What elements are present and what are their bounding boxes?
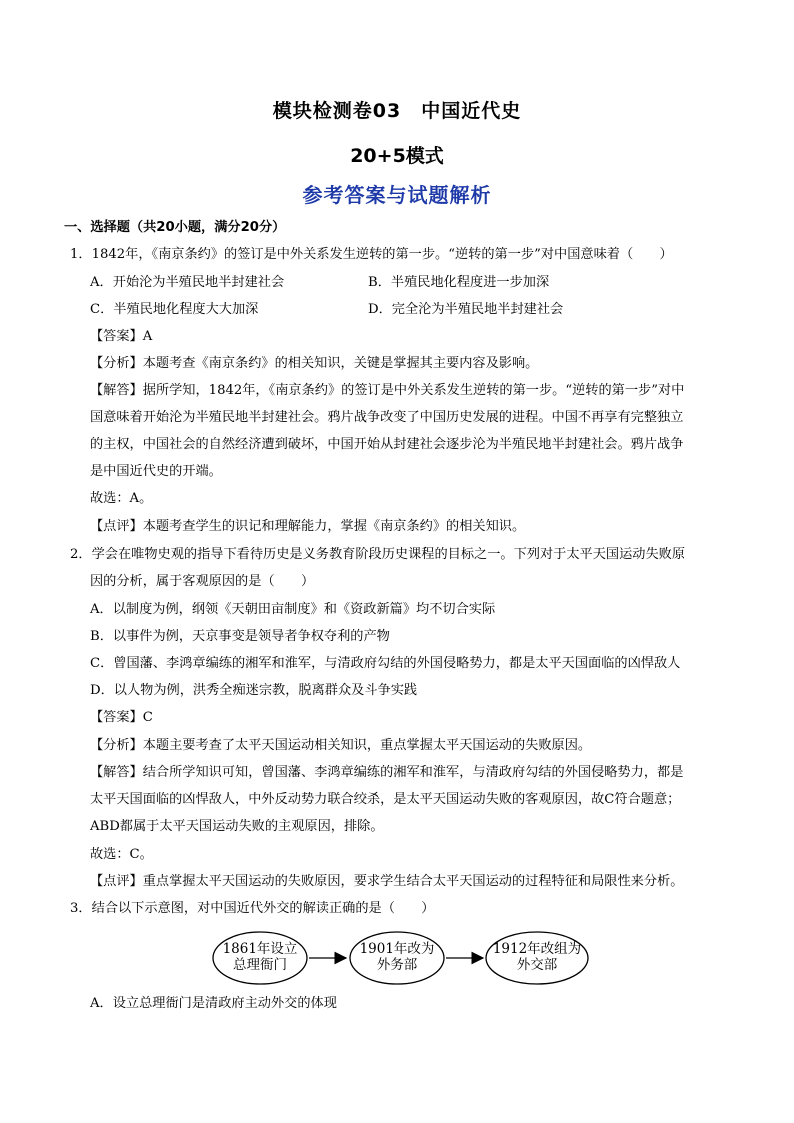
flow-node-1 xyxy=(208,941,312,973)
q1-solution-line: 【解答】据所学知，1842年，《南京条约》的签订是中外关系发生逆转的第一步。“逆转的第一步”对中 xyxy=(90,383,685,398)
page-title: 模块检测卷03 中国近代史 xyxy=(272,100,522,122)
q2-stem-line: 因的分析，属于客观原因的是（ ） xyxy=(90,574,315,589)
q2-analysis: 【分析】本题主要考查了太平天国运动相关知识，重点掌握太平天国运动的失败原因。 xyxy=(90,738,592,753)
q2-option-c: C．曾国藩、李鸿章编练的湘军和淮军，与清政府勾结的外国侵略势力，都是太平天国面临的凶悍敌人 xyxy=(90,656,681,671)
q2-option-a: A．以制度为例，纲领《天朝田亩制度》和《资政新篇》均不切合实际 xyxy=(90,602,496,617)
q1-comment: 【点评】本题考查学生的识记和理解能力，掌握《南京条约》的相关知识。 xyxy=(90,519,526,534)
q2-option-b: B．以事件为例，天京事变是领导者争权夺利的产物 xyxy=(90,629,390,644)
q2-comment: 【点评】重点掌握太平天国运动的失败原因，要求学生结合太平天国运动的过程特征和局限性来分析。 xyxy=(90,874,684,889)
q1-choice: 故选：A。 xyxy=(90,491,153,506)
q3-option-a: A．设立总理衙门是清政府主动外交的体现 xyxy=(90,996,337,1011)
q1-solution-line: 的主权，中国社会的自然经济遭到破坏，中国开始从封建社会逐步沦为半殖民地半封建社会。鸦片战争 xyxy=(90,437,684,452)
q3-stem: 3．结合以下示意图，对中国近代外交的解读正确的是（ ） xyxy=(70,901,435,916)
q2-stem-line: 2．学会在唯物史观的指导下看待历史是义务教育阶段历史课程的目标之一。下列对于太平天国运动失败原 xyxy=(70,547,686,562)
q1-option-d: D．完全沦为半殖民地半封建社会 xyxy=(368,302,564,317)
q2-option-d: D．以人物为例，洪秀全痴迷宗教，脱离群众及斗争实践 xyxy=(90,683,418,698)
flow-node-3 xyxy=(485,941,589,973)
q1-option-b: B．半殖民地化程度进一步加深 xyxy=(368,275,550,290)
flow-node-1-line1: 1861年设立 xyxy=(222,941,298,957)
q1-option-a: A．开始沦为半殖民地半封建社会 xyxy=(90,275,285,290)
q1-answer: 【答案】A xyxy=(90,329,153,344)
q1-solution-line: 是中国近代史的开端。 xyxy=(90,464,222,479)
q1-stem: 1．1842年，《南京条约》的签订是中外关系发生逆转的第一步。“逆转的第一步”对中国意味着（ ） xyxy=(70,247,673,262)
q2-answer: 【答案】C xyxy=(90,710,153,725)
q2-solution-line: ABD都属于太平天国运动失败的主观原因，排除。 xyxy=(90,819,384,834)
flow-node-2-line1: 1901年改为 xyxy=(359,941,435,957)
q2-solution-line: 【解答】结合所学知识可知，曾国藩、李鸿章编练的湘军和淮军，与清政府勾结的外国侵略势力，都是 xyxy=(90,765,684,780)
flow-node-3-line2: 外交部 xyxy=(516,957,558,973)
page-subtitle: 参考答案与试题解析 xyxy=(302,183,492,207)
q3-flow-diagram xyxy=(210,928,610,988)
flow-node-2 xyxy=(345,941,449,973)
q1-option-c: C．半殖民地化程度大大加深 xyxy=(90,302,259,317)
q1-analysis: 【分析】本题考查《南京条约》的相关知识，关键是掌握其主要内容及影响。 xyxy=(90,356,539,371)
page-mode: 20+5模式 xyxy=(350,145,444,167)
flow-node-3-line1: 1912年改组为 xyxy=(492,941,582,957)
flow-node-2-line2: 外务部 xyxy=(376,957,418,973)
q2-choice: 故选：C。 xyxy=(90,847,153,862)
flow-node-1-line2: 总理衙门 xyxy=(233,957,287,973)
q2-solution-line: 太平天国面临的凶悍敌人，中外反动势力联合绞杀，是太平天国运动失败的客观原因，故C符合题意； xyxy=(90,792,681,807)
q1-solution-line: 国意味着开始沦为半殖民地半封建社会。鸦片战争改变了中国历史发展的进程。中国不再享有完整独立 xyxy=(90,410,684,425)
section-heading: 一、选择题（共20小题，满分20分） xyxy=(64,220,286,235)
